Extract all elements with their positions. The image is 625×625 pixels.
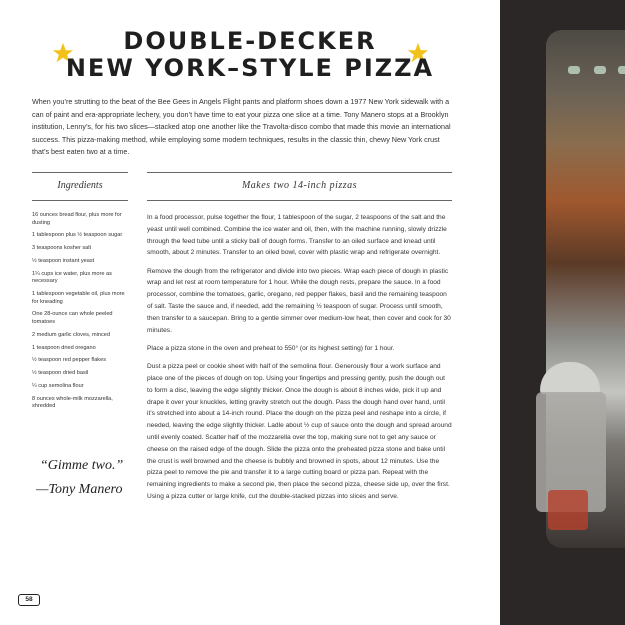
divider [32,200,128,201]
method-section [147,212,452,509]
ingredient-item: 16 ounces bread flour, plus more for dusting [32,212,122,226]
title-line-2: NEW YORK–STYLE PIZZA [65,54,435,82]
ingredient-item: 3 teaspoons kosher salt [32,245,92,252]
quote-text: “Gimme two.” [40,458,124,473]
intro-paragraph: When you’re strutting to the beat of the Bee Gees in Angels Flight pants and platform shoes down a 1977 New York sidewalk with a can of paint and era-appropriate lechery, you don’t have time to eat your pizza one slice at a time. Tony Manero stops at a Brooklyn institution, Lenny’s, for his two slices—stacked atop one another like the Travolta-disco combo that made this movie an international success. This pizza-making method, while employing some modern techniques, results in the classic thin, chewy New York crust that’s best eaten two at a time. [32,97,451,156]
ingredient-item: ½ teaspoon red pepper flakes [32,357,107,364]
yield-heading: Makes two 14-inch pizzas [241,180,358,191]
ingredient-item: 1 tablespoon plus ½ teaspoon sugar [32,232,123,239]
ingredient-item: 1 tablespoon vegetable oil, plus more for kneading [32,291,125,305]
divider [147,200,452,201]
ingredient-item: ½ teaspoon instant yeast [32,257,95,264]
quote-author: —Tony Manero [36,482,123,497]
divider [147,172,452,173]
method-step: In a food processor, pulse together the flour, 1 tablespoon of the sugar, 2 teaspoons of the salt and the yeast until well combined. Combine the ice water and oil, then, with the machine running, slowly drizzle through the feed tube until a sticky ball of dough forms. Transfer to an oiled surface and knead until smooth, about 2 minutes. Transfer to an oiled bowl, cover with plastic wrap and refrigerate overnight. [147,214,447,257]
photo-panel [500,0,625,625]
ingredient-item: ¼ cup semolina flour [32,382,84,389]
ingredient-item: 8 ounces whole-milk mozzarella, shredded [32,395,113,410]
page-number: 58 [18,594,40,606]
recipe-title [60,28,440,82]
method-step: Remove the dough from the refrigerator and divide into two pieces. Wrap each piece of dough in plastic wrap and let rest at room temperature for 1 hour. While the dough rests, prepare the sauce. In a food processor, combine the tomatoes, garlic, oregano, red pepper flakes, basil and the remaining teaspoon of salt. Taste the sauce and, if needed, add the remaining ½ teaspoon of sugar. Process until smooth, then transfer to a saucepan. Bring to a gentle simmer over medium-low heat, then cover and cook for 30 minutes. [147,267,451,334]
ingredient-item: 1 teaspoon dried oregano [32,344,96,351]
method-step: Place a pizza stone in the oven and preheat to 550° (or its highest setting) for 1 hour. [147,344,395,352]
ingredients-list [32,212,128,416]
ingredient-item: ½ teaspoon dried basil [32,370,89,377]
ingredient-item: 1¼ cups ice water, plus more as necessary [32,270,112,285]
ingredients-heading: Ingredients [57,180,103,191]
method-step: Dust a pizza peel or cookie sheet with half of the semolina flour. Generously flour a work surface and place one of the pieces of dough on top. Using your fingertips and pressing gently, push the dough out to form a disc, leaving the edge slightly thicker. Once the dough is about 8 inches wide, pick it up and drape it over your knuckles, letting gravity stretch out the dough. Pass the dough hand over hand, until it’s stretched into about a 14-inch round. Place the dough on the pizza peel and reshape into a circle, if needed, leaving the edge slightly thicker. Ladle about ½ cup of sauce onto the dough and spread around until evenly coated. Scatter half of the mozzarella over the top, making sure not to get any sauce or cheese on the raised edge of the dough. Slide the pizza onto the preheated pizza stone and bake until the crust is well browned and the cheese is bubbly and browned in spots, about 12 minutes. Use the pizza peel to remove the pie and transfer it to a large cutting board or pizza pan. Repeat with the remaining ingredients to make a second pie, then place the second pizza, cheese side up, over the first. Using a pizza cutter or large knife, cut the double-stacked pizzas into slices and serve. [147,363,452,501]
pull-quote [36,458,136,498]
ingredient-item: One 28-ounce can whole peeled tomatoes [32,311,113,326]
pizzeria-photo [546,30,625,548]
title-line-1: DOUBLE-DECKER [123,27,377,55]
divider [32,172,128,173]
ingredient-item: 2 medium garlic cloves, minced [32,331,111,338]
